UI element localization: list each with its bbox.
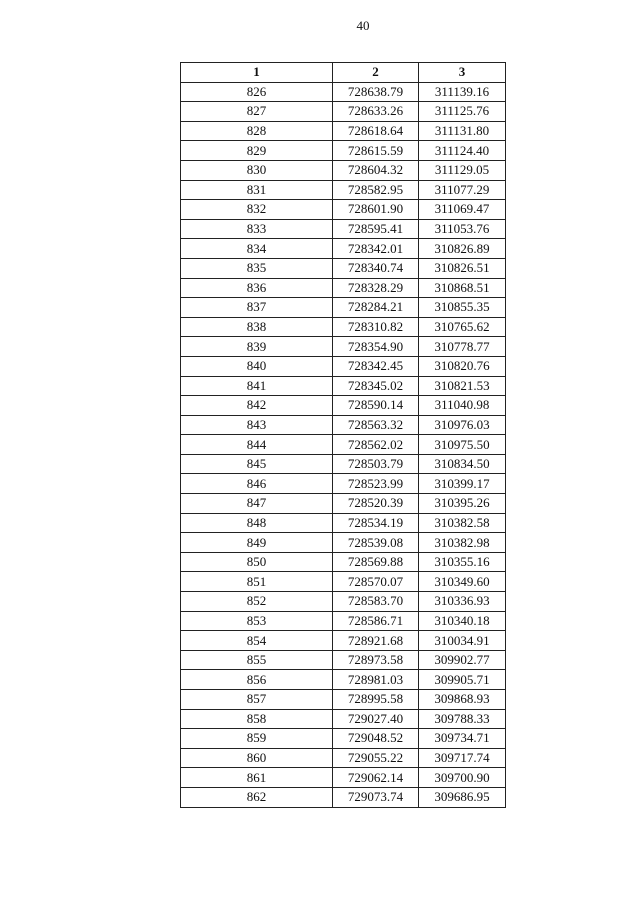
table-row	[181, 611, 506, 631]
coordinate-x-cell: 729048.52	[333, 729, 419, 749]
coordinate-x-cell: 729062.14	[333, 768, 419, 788]
coordinate-x-cell: 728595.41	[333, 219, 419, 239]
point-number-cell: 836	[181, 278, 333, 298]
table-row	[181, 200, 506, 220]
table-row	[181, 650, 506, 670]
table-row	[181, 513, 506, 533]
table-row	[181, 278, 506, 298]
coordinate-x-cell: 728604.32	[333, 160, 419, 180]
point-number-cell: 827	[181, 102, 333, 122]
coordinate-x-cell: 728582.95	[333, 180, 419, 200]
table-row	[181, 494, 506, 514]
table-row	[181, 729, 506, 749]
coordinate-x-cell: 729055.22	[333, 748, 419, 768]
coordinate-y-cell: 311040.98	[419, 396, 506, 416]
point-number-cell: 831	[181, 180, 333, 200]
table-row	[181, 787, 506, 807]
column-header: 1	[181, 63, 333, 83]
point-number-cell: 828	[181, 121, 333, 141]
coordinate-x-cell: 728563.32	[333, 415, 419, 435]
point-number-cell: 845	[181, 454, 333, 474]
table-row	[181, 709, 506, 729]
coordinate-y-cell: 311053.76	[419, 219, 506, 239]
coordinate-y-cell: 310868.51	[419, 278, 506, 298]
point-number-cell: 851	[181, 572, 333, 592]
coordinate-y-cell: 310826.89	[419, 239, 506, 259]
coordinate-x-cell: 728633.26	[333, 102, 419, 122]
coordinate-y-cell: 310820.76	[419, 356, 506, 376]
point-number-cell: 843	[181, 415, 333, 435]
coordinate-y-cell: 309788.33	[419, 709, 506, 729]
coordinate-x-cell: 728973.58	[333, 650, 419, 670]
point-number-cell: 842	[181, 396, 333, 416]
coordinate-x-cell: 729073.74	[333, 787, 419, 807]
table-row	[181, 298, 506, 318]
coordinate-x-cell: 729027.40	[333, 709, 419, 729]
coordinate-y-cell: 310399.17	[419, 474, 506, 494]
coordinate-y-cell: 310778.77	[419, 337, 506, 357]
coordinate-y-cell: 310976.03	[419, 415, 506, 435]
point-number-cell: 852	[181, 592, 333, 612]
coordinate-x-cell: 728539.08	[333, 533, 419, 553]
coordinate-x-cell: 728340.74	[333, 258, 419, 278]
point-number-cell: 829	[181, 141, 333, 161]
point-number-cell: 841	[181, 376, 333, 396]
table-header-row	[181, 63, 506, 83]
coordinate-y-cell: 310975.50	[419, 435, 506, 455]
coordinate-y-cell: 311129.05	[419, 160, 506, 180]
coordinate-y-cell: 309700.90	[419, 768, 506, 788]
coordinate-y-cell: 309686.95	[419, 787, 506, 807]
table-row	[181, 435, 506, 455]
coordinate-y-cell: 311125.76	[419, 102, 506, 122]
point-number-cell: 855	[181, 650, 333, 670]
point-number-cell: 856	[181, 670, 333, 690]
coordinate-y-cell: 310336.93	[419, 592, 506, 612]
point-number-cell: 858	[181, 709, 333, 729]
coordinate-x-cell: 728503.79	[333, 454, 419, 474]
coordinate-x-cell: 728601.90	[333, 200, 419, 220]
page-number: 40	[356, 18, 370, 33]
table-row	[181, 141, 506, 161]
coordinate-x-cell: 728590.14	[333, 396, 419, 416]
coordinate-x-cell: 728562.02	[333, 435, 419, 455]
coordinate-y-cell: 310382.58	[419, 513, 506, 533]
point-number-cell: 860	[181, 748, 333, 768]
coordinate-y-cell: 310855.35	[419, 298, 506, 318]
table-row	[181, 631, 506, 651]
coordinate-x-cell: 728310.82	[333, 317, 419, 337]
point-number-cell: 853	[181, 611, 333, 631]
coordinate-y-cell: 310034.91	[419, 631, 506, 651]
coordinate-y-cell: 311124.40	[419, 141, 506, 161]
coordinate-y-cell: 310834.50	[419, 454, 506, 474]
point-number-cell: 844	[181, 435, 333, 455]
table-row	[181, 690, 506, 710]
table-row	[181, 219, 506, 239]
point-number-cell: 859	[181, 729, 333, 749]
table-row	[181, 533, 506, 553]
point-number-cell: 826	[181, 82, 333, 102]
coordinates-table	[180, 62, 506, 808]
point-number-cell: 834	[181, 239, 333, 259]
point-number-cell: 846	[181, 474, 333, 494]
point-number-cell: 862	[181, 787, 333, 807]
coordinate-y-cell: 309717.74	[419, 748, 506, 768]
table-row	[181, 102, 506, 122]
table-row	[181, 317, 506, 337]
coordinate-x-cell: 728328.29	[333, 278, 419, 298]
table-row	[181, 337, 506, 357]
table-row	[181, 592, 506, 612]
coordinate-x-cell: 728921.68	[333, 631, 419, 651]
point-number-cell: 833	[181, 219, 333, 239]
coordinate-y-cell: 310821.53	[419, 376, 506, 396]
table-row	[181, 454, 506, 474]
point-number-cell: 861	[181, 768, 333, 788]
coordinate-y-cell: 310382.98	[419, 533, 506, 553]
table-row	[181, 670, 506, 690]
table-row	[181, 121, 506, 141]
coordinate-x-cell: 728618.64	[333, 121, 419, 141]
coordinate-y-cell: 310349.60	[419, 572, 506, 592]
table-row	[181, 239, 506, 259]
table-row	[181, 572, 506, 592]
coordinate-x-cell: 728523.99	[333, 474, 419, 494]
point-number-cell: 832	[181, 200, 333, 220]
point-number-cell: 835	[181, 258, 333, 278]
point-number-cell: 850	[181, 552, 333, 572]
table-row	[181, 376, 506, 396]
coordinate-x-cell: 728342.45	[333, 356, 419, 376]
coordinate-y-cell: 309902.77	[419, 650, 506, 670]
coordinate-y-cell: 310765.62	[419, 317, 506, 337]
coordinate-y-cell: 310340.18	[419, 611, 506, 631]
point-number-cell: 839	[181, 337, 333, 357]
point-number-cell: 847	[181, 494, 333, 514]
point-number-cell: 837	[181, 298, 333, 318]
coordinate-y-cell: 310826.51	[419, 258, 506, 278]
coordinate-x-cell: 728981.03	[333, 670, 419, 690]
column-header: 2	[333, 63, 419, 83]
coordinate-x-cell: 728586.71	[333, 611, 419, 631]
point-number-cell: 830	[181, 160, 333, 180]
coordinate-y-cell: 309734.71	[419, 729, 506, 749]
table-row	[181, 160, 506, 180]
table-body	[181, 82, 506, 807]
coordinate-x-cell: 728638.79	[333, 82, 419, 102]
coordinate-x-cell: 728569.88	[333, 552, 419, 572]
coordinate-x-cell: 728615.59	[333, 141, 419, 161]
point-number-cell: 849	[181, 533, 333, 553]
coordinate-x-cell: 728995.58	[333, 690, 419, 710]
coordinate-y-cell: 310395.26	[419, 494, 506, 514]
table-row	[181, 748, 506, 768]
coordinate-y-cell: 311069.47	[419, 200, 506, 220]
coordinate-y-cell: 309868.93	[419, 690, 506, 710]
table-row	[181, 396, 506, 416]
coordinate-y-cell: 311139.16	[419, 82, 506, 102]
coordinate-y-cell: 309905.71	[419, 670, 506, 690]
coordinate-x-cell: 728534.19	[333, 513, 419, 533]
point-number-cell: 838	[181, 317, 333, 337]
coordinate-y-cell: 311077.29	[419, 180, 506, 200]
point-number-cell: 848	[181, 513, 333, 533]
table-row	[181, 552, 506, 572]
table-row	[181, 768, 506, 788]
coordinate-x-cell: 728570.07	[333, 572, 419, 592]
point-number-cell: 857	[181, 690, 333, 710]
table-row	[181, 258, 506, 278]
coordinate-y-cell: 310355.16	[419, 552, 506, 572]
coordinate-x-cell: 728342.01	[333, 239, 419, 259]
table-row	[181, 415, 506, 435]
coordinate-x-cell: 728284.21	[333, 298, 419, 318]
coordinate-x-cell: 728354.90	[333, 337, 419, 357]
point-number-cell: 840	[181, 356, 333, 376]
coordinate-x-cell: 728520.39	[333, 494, 419, 514]
table-row	[181, 180, 506, 200]
column-header: 3	[419, 63, 506, 83]
table-row	[181, 474, 506, 494]
coordinate-x-cell: 728583.70	[333, 592, 419, 612]
point-number-cell: 854	[181, 631, 333, 651]
coordinate-y-cell: 311131.80	[419, 121, 506, 141]
table-row	[181, 82, 506, 102]
table-row	[181, 356, 506, 376]
coordinate-x-cell: 728345.02	[333, 376, 419, 396]
